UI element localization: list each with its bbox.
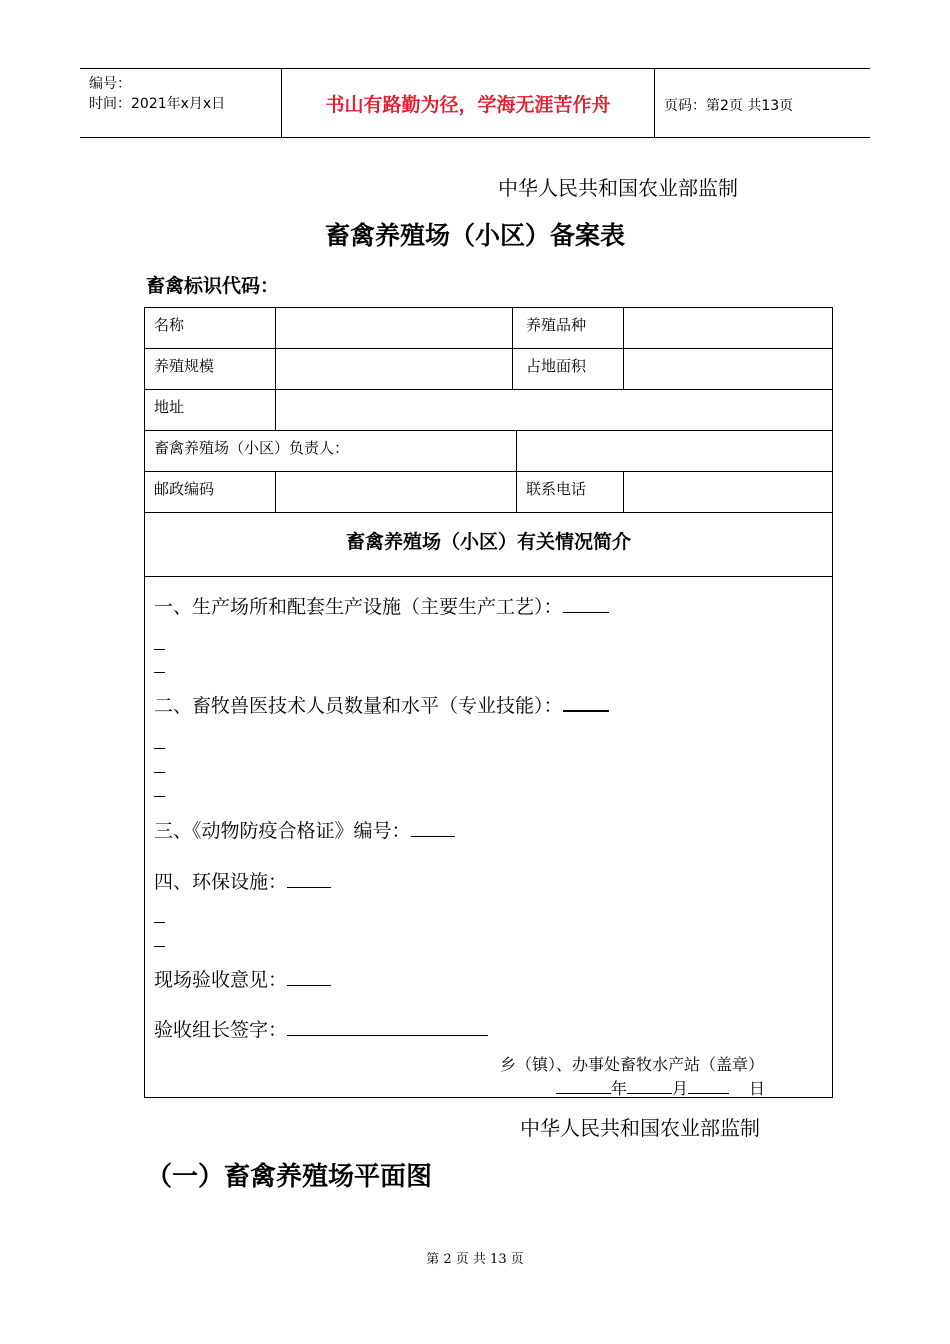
header-page-info: 页码：第2页 共13页	[664, 98, 794, 114]
dash-line	[154, 922, 165, 923]
question-facilities	[154, 592, 609, 619]
environment-blank[interactable]	[287, 869, 331, 888]
postcode-label: 邮政编码	[154, 480, 215, 498]
breed-label: 养殖品种	[526, 316, 587, 334]
col-divider	[275, 308, 276, 430]
signature-blank[interactable]	[287, 1017, 488, 1036]
day-label: 日	[749, 1079, 766, 1098]
address-label: 地址	[154, 398, 185, 416]
area-label: 占地面积	[526, 357, 587, 375]
row-divider	[145, 430, 832, 431]
col-divider	[516, 430, 517, 512]
question-signature-text: 验收组长签字：	[154, 1019, 288, 1041]
header-info	[80, 69, 281, 137]
question-environment-text: 四、环保设施：	[154, 871, 288, 893]
col-divider	[623, 471, 624, 512]
year-blank[interactable]	[556, 1077, 611, 1094]
section-title: 畜禽养殖场（小区）有关情况简介	[345, 531, 631, 553]
number-label: 编号：	[89, 76, 131, 92]
question-staff-text: 二、畜牧兽医技术人员数量和水平（专业技能）：	[154, 695, 563, 717]
question-staff	[154, 691, 609, 718]
scale-label: 养殖规模	[154, 357, 215, 375]
row-divider	[145, 471, 832, 472]
form-title: 畜禽养殖场（小区）备案表	[324, 221, 625, 250]
row-divider	[145, 389, 832, 390]
inspection-blank[interactable]	[287, 967, 331, 986]
manager-label: 畜禽养殖场（小区）负责人：	[154, 439, 350, 457]
header-motto: 书山有路勤为径，学海无涯苦作舟	[281, 69, 655, 137]
livestock-code-label: 畜禽标识代码：	[146, 275, 280, 297]
row-divider	[145, 576, 832, 577]
dash-line	[154, 946, 165, 947]
phone-label: 联系电话	[526, 480, 587, 498]
staff-blank[interactable]	[563, 692, 609, 712]
question-signature	[154, 1015, 488, 1042]
facilities-blank[interactable]	[563, 594, 609, 613]
month-blank[interactable]	[627, 1077, 672, 1094]
col-divider	[275, 471, 276, 512]
col-divider	[512, 308, 513, 389]
section-heading: （一）畜禽养殖场平面图	[146, 1162, 433, 1192]
year-label: 年	[611, 1079, 628, 1098]
ministry-bottom: 中华人民共和国农业部监制	[520, 1116, 760, 1140]
page-footer: 第 2 页 共 13 页	[426, 1252, 524, 1267]
registration-form	[144, 307, 833, 1098]
dash-line	[154, 672, 165, 673]
row-divider	[145, 348, 832, 349]
dash-line	[154, 772, 165, 773]
question-inspection-text: 现场验收意见：	[154, 969, 288, 991]
name-label: 名称	[154, 316, 185, 334]
question-certificate	[154, 816, 455, 843]
month-label: 月	[672, 1079, 689, 1098]
col-divider	[623, 308, 624, 389]
date-line	[556, 1076, 765, 1099]
question-environment	[154, 867, 331, 894]
certificate-blank[interactable]	[411, 818, 455, 837]
question-inspection	[154, 965, 331, 992]
dash-line	[154, 649, 165, 650]
stamp-line: 乡（镇）、办事处畜牧水产站（盖章）	[500, 1055, 765, 1074]
page-header	[80, 68, 870, 138]
dash-line	[154, 796, 165, 797]
time-label: 时间：2021年x月x日	[89, 96, 226, 112]
day-blank[interactable]	[688, 1077, 729, 1094]
ministry-top: 中华人民共和国农业部监制	[498, 176, 738, 200]
question-certificate-text: 三、《动物防疫合格证》编号：	[154, 820, 411, 842]
row-divider	[145, 512, 832, 513]
dash-line	[154, 748, 165, 749]
question-facilities-text: 一、生产场所和配套生产设施（主要生产工艺）：	[154, 596, 563, 618]
